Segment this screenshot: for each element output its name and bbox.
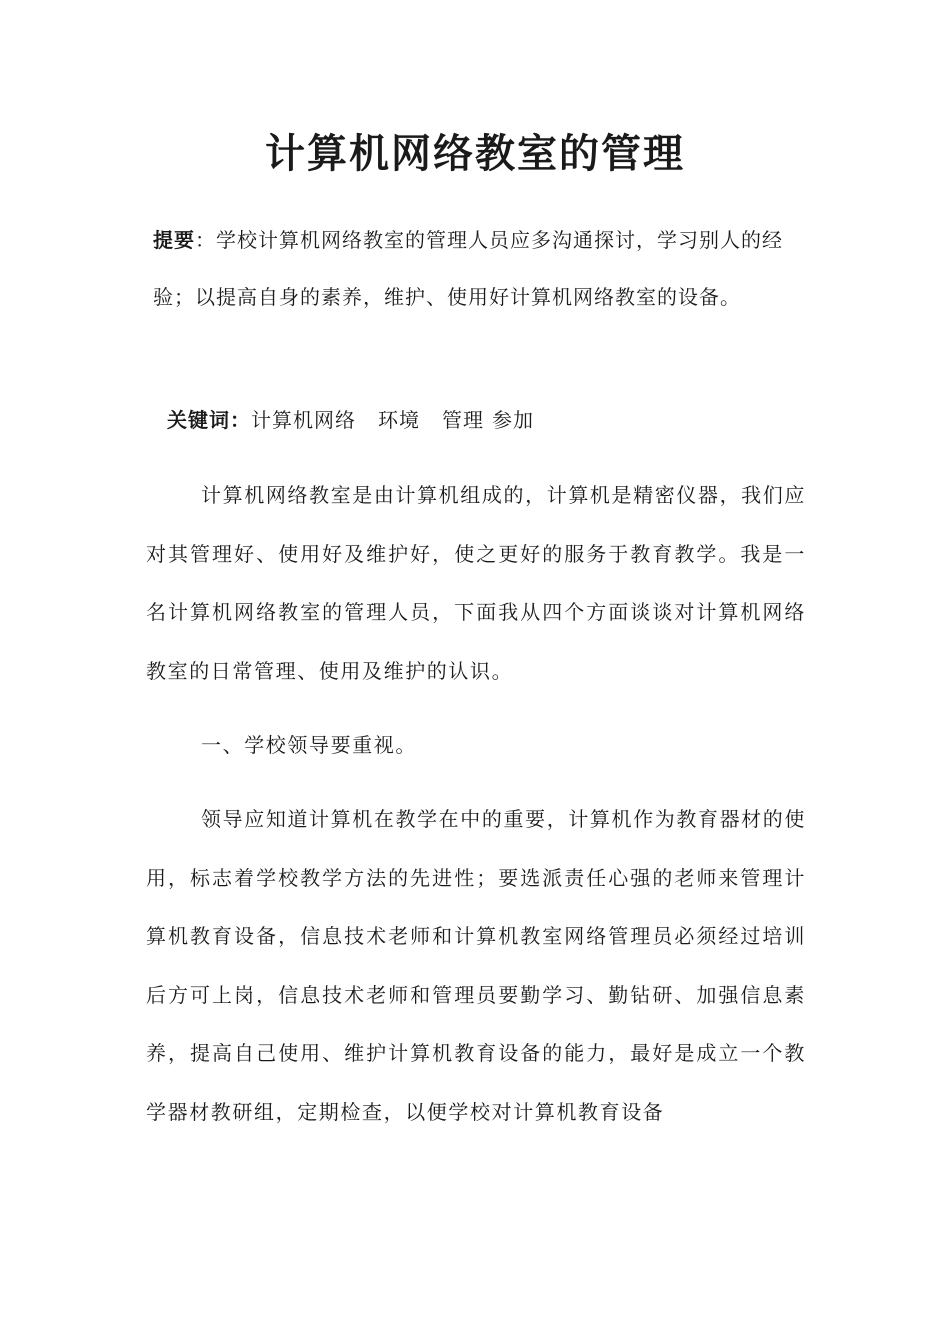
body-paragraph: 领导应知道计算机在教学在中的重要，计算机作为教育器材的使用，标志着学校教学方法的先进性；要选派责任心强的老师来管理计算机教育设备，信息技术老师和计算机教室网络管理员必须经过培训后方可上岗，信息技术老师和管理员要勤学习、勤钻研、加强信息素养，提高自己使用、维护计算机教育设备的能力，最好是成立一个教学器材教研组，定期检查，以便学校对计算机教育设备 [146, 807, 806, 1124]
keywords-label: 关键词： [167, 408, 251, 432]
abstract [153, 212, 793, 326]
abstract-text: 学校计算机网络教室的管理人员应多沟通探讨，学习别人的经验；以提高自身的素养，维护、使用好计算机网络教室的设备。 [153, 228, 783, 309]
keyword-item: 参加 [492, 408, 534, 432]
keyword-item: 管理 [442, 408, 484, 432]
section-heading: 一、学校领导要重视。 [201, 733, 417, 757]
keyword-item: 计算机网络 [251, 408, 356, 432]
document-title: 计算机网络教室的管理 [265, 130, 685, 177]
keyword-item: 环境 [378, 408, 420, 432]
abstract-label: 提要 [153, 228, 195, 252]
body-paragraph: 计算机网络教室是由计算机组成的，计算机是精密仪器，我们应对其管理好、使用好及维护好，使之更好的服务于教育教学。我是一名计算机网络教室的管理人员，下面我从四个方面谈谈对计算机网络教室的日常管理、使用及维护的认识。 [146, 483, 806, 683]
abstract-colon: ： [195, 228, 216, 252]
keywords [167, 400, 807, 440]
